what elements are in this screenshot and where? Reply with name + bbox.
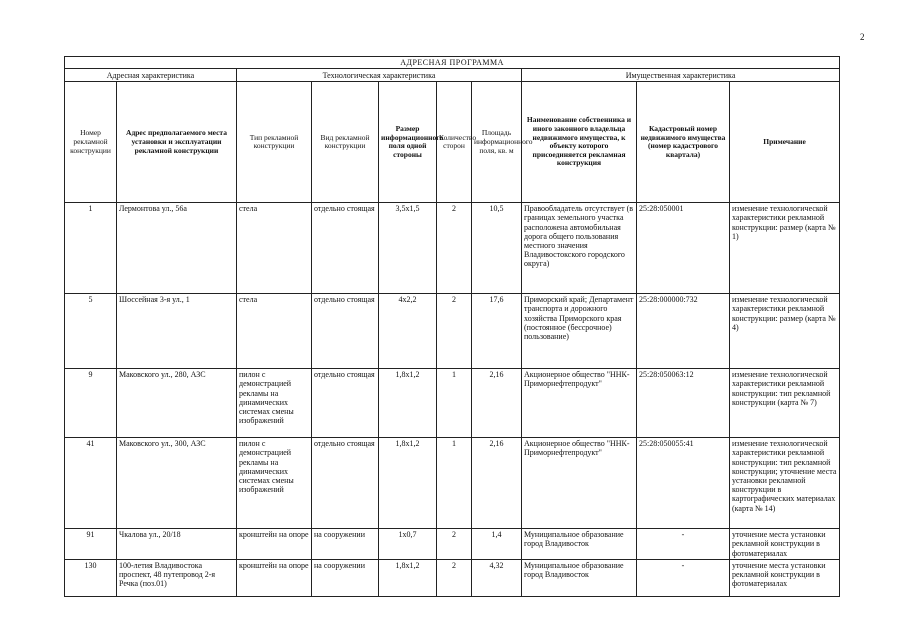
cell-size: 1,8х1,2 bbox=[379, 369, 437, 438]
cell-area: 17,6 bbox=[472, 294, 522, 369]
cell-note: уточнение места установки рекламной конструкции в фотоматериалах bbox=[730, 529, 840, 560]
cell-ad-type: пилон с демонстрацией рекламы на динамических системах смены изображений bbox=[237, 438, 312, 529]
cell-ad-type: кронштейн на опоре bbox=[237, 529, 312, 560]
cell-sides: 2 bbox=[437, 529, 472, 560]
cell-size: 4х2,2 bbox=[379, 294, 437, 369]
column-header-address: Адрес предполагаемого места установки и эксплуатации рекламной конструкции bbox=[117, 82, 237, 203]
cell-cadastral: 25:28:050055:41 bbox=[637, 438, 730, 529]
cell-sides: 2 bbox=[437, 203, 472, 294]
table-row bbox=[65, 438, 840, 529]
table-row bbox=[65, 294, 840, 369]
group-technical-header: Технологическая характеристика bbox=[237, 69, 522, 82]
cell-size: 1,8х1,2 bbox=[379, 438, 437, 529]
cell-kind: отдельно стоящая bbox=[312, 294, 379, 369]
cell-kind: на сооружении bbox=[312, 559, 379, 596]
cell-area: 2,16 bbox=[472, 369, 522, 438]
cell-owner: Муниципальное образование город Владивосток bbox=[522, 529, 637, 560]
cell-ad-type: стела bbox=[237, 203, 312, 294]
cell-address: Маковского ул., 280, АЗС bbox=[117, 369, 237, 438]
cell-cadastral: - bbox=[637, 559, 730, 596]
cell-owner: Правообладатель отсутствует (в границах земельного участка расположена автомобильная дорога общего пользования местного значения Владивостокского городского округа) bbox=[522, 203, 637, 294]
cell-cadastral: 25:28:050063:12 bbox=[637, 369, 730, 438]
column-header-number: Номер рекламной конструкции bbox=[65, 82, 117, 203]
cell-size: 1,8х1,2 bbox=[379, 559, 437, 596]
cell-note: изменение технологической характеристики рекламной конструкции: размер (карта № 4) bbox=[730, 294, 840, 369]
address-program-table bbox=[64, 56, 840, 597]
column-header-kind: Вид рекламной конструкции bbox=[312, 82, 379, 203]
cell-owner: Муниципальное образование город Владивосток bbox=[522, 559, 637, 596]
cell-area: 4,32 bbox=[472, 559, 522, 596]
cell-note: изменение технологической характеристики рекламной конструкции: размер (карта № 1) bbox=[730, 203, 840, 294]
column-header-sides: Количество сторон bbox=[437, 82, 472, 203]
cell-owner: Приморский край; Департамент транспорта и дорожного хозяйства Приморского края (постоянное (бессрочное) пользование) bbox=[522, 294, 637, 369]
cell-size: 3,5х1,5 bbox=[379, 203, 437, 294]
cell-kind: на сооружении bbox=[312, 529, 379, 560]
cell-size: 1х0,7 bbox=[379, 529, 437, 560]
column-header-owner: Наименование собственника и иного законного владельца недвижимого имущества, к объекту которого присоединяется рекламная конструкция bbox=[522, 82, 637, 203]
table-row bbox=[65, 203, 840, 294]
cell-number: 41 bbox=[65, 438, 117, 529]
cell-kind: отдельно стоящая bbox=[312, 203, 379, 294]
table-row bbox=[65, 369, 840, 438]
cell-address: Чкалова ул., 20/18 bbox=[117, 529, 237, 560]
cell-sides: 1 bbox=[437, 438, 472, 529]
cell-address: 100-летия Владивостока проспект, 48 путепровод 2-я Речка (поз.01) bbox=[117, 559, 237, 596]
column-header-size: Размер информационного поля одной стороны bbox=[379, 82, 437, 203]
column-header-note: Примечание bbox=[730, 82, 840, 203]
cell-cadastral: 25:28:000000:732 bbox=[637, 294, 730, 369]
table-title: АДРЕСНАЯ ПРОГРАММА bbox=[65, 57, 840, 69]
cell-area: 10,5 bbox=[472, 203, 522, 294]
cell-cadastral: - bbox=[637, 529, 730, 560]
cell-owner: Акционерное общество "ННК-Приморнефтепродукт" bbox=[522, 438, 637, 529]
cell-ad-type: кронштейн на опоре bbox=[237, 559, 312, 596]
cell-area: 1,4 bbox=[472, 529, 522, 560]
cell-number: 5 bbox=[65, 294, 117, 369]
cell-note: изменение технологической характеристики рекламной конструкции: тип рекламной конструкции (карта № 7) bbox=[730, 369, 840, 438]
table-row bbox=[65, 559, 840, 596]
cell-area: 2,16 bbox=[472, 438, 522, 529]
cell-number: 91 bbox=[65, 529, 117, 560]
table-row bbox=[65, 529, 840, 560]
cell-kind: отдельно стоящая bbox=[312, 369, 379, 438]
cell-address: Лермонтова ул., 56а bbox=[117, 203, 237, 294]
cell-sides: 2 bbox=[437, 294, 472, 369]
cell-ad-type: стела bbox=[237, 294, 312, 369]
cell-address: Маковского ул., 300, АЗС bbox=[117, 438, 237, 529]
column-header-cadastral: Кадастровый номер недвижимого имущества (номер кадастрового квартала) bbox=[637, 82, 730, 203]
cell-cadastral: 25:28:050001 bbox=[637, 203, 730, 294]
page-number: 2 bbox=[860, 32, 865, 42]
cell-number: 1 bbox=[65, 203, 117, 294]
cell-number: 130 bbox=[65, 559, 117, 596]
column-header-area: Площадь информационного поля, кв. м bbox=[472, 82, 522, 203]
cell-kind: отдельно стоящая bbox=[312, 438, 379, 529]
cell-sides: 1 bbox=[437, 369, 472, 438]
cell-address: Шоссейная 3-я ул., 1 bbox=[117, 294, 237, 369]
cell-note: уточнение места установки рекламной конструкции в фотоматериалах bbox=[730, 559, 840, 596]
group-address-header: Адресная характеристика bbox=[65, 69, 237, 82]
cell-owner: Акционерное общество "ННК-Приморнефтепродукт" bbox=[522, 369, 637, 438]
column-header-ad-type: Тип рекламной конструкции bbox=[237, 82, 312, 203]
cell-number: 9 bbox=[65, 369, 117, 438]
group-property-header: Имущественная характеристика bbox=[522, 69, 840, 82]
cell-sides: 2 bbox=[437, 559, 472, 596]
cell-note: изменение технологической характеристики рекламной конструкции: тип рекламной конструкции; уточнение места установки рекламной конструкции в картографических материалах (карта № 14) bbox=[730, 438, 840, 529]
cell-ad-type: пилон с демонстрацией рекламы на динамических системах смены изображений bbox=[237, 369, 312, 438]
